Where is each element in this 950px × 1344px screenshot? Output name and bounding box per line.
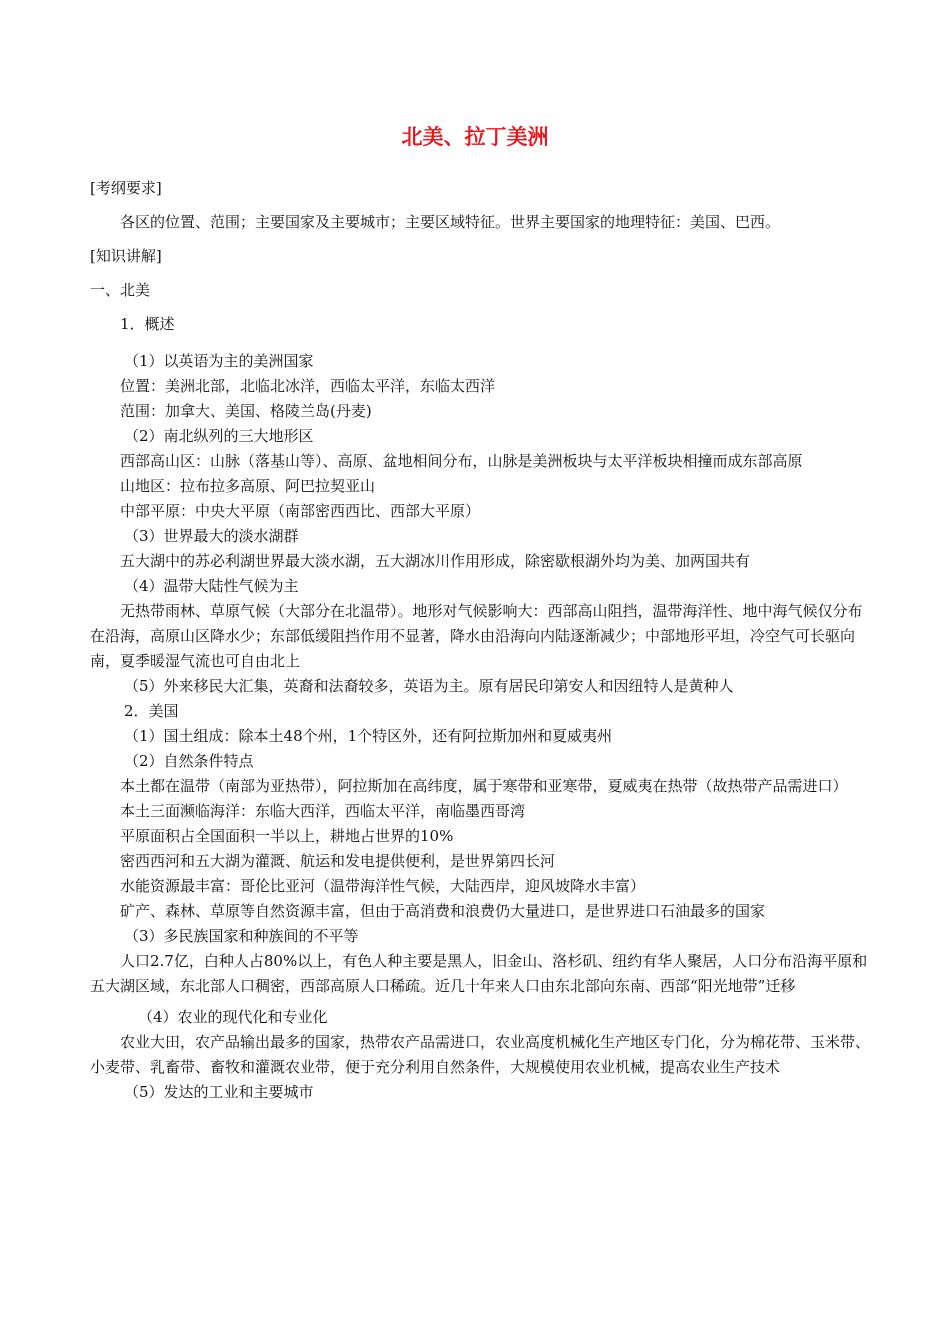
subheading-lakes: （3）世界最大的淡水湖群 (124, 527, 299, 545)
subheading-territory: （1）国土组成：除本土48个州，1个特区外，还有阿拉斯加州和夏威夷州 (124, 727, 613, 745)
subheading-natural-conditions: （2）自然条件特点 (124, 752, 254, 770)
paragraph-resources: 矿产、森林、草原等自然资源丰富，但由于高消费和浪费仍大量进口，是世界进口石油最多的国家 (120, 902, 766, 920)
paragraph-mississippi: 密西西河和五大湖为灌溉、航运和发电提供便利，是世界第四长河 (120, 852, 556, 870)
paragraph-mountain-area: 山地区：拉布拉多高原、阿巴拉契亚山 (120, 477, 376, 495)
document-title: 北美、拉丁美洲 (401, 125, 549, 149)
paragraph-central-plains: 中部平原：中央大平原（南部密西西比、西部大平原） (120, 502, 481, 520)
part-heading-north-america: 一、北美 (90, 281, 151, 299)
paragraph-agriculture: 农业大田，农产品输出最多的国家，热带农产品需进口，农业高度机械化生产地区专门化，分为棉花带、玉米带、小麦带、乳畜带、畜牧和灌溉农业带，便于充分利用自然条件，大规模使用农业机械，提高农业生产技术 (90, 1033, 871, 1076)
paragraph-plains-area: 平原面积占全国面积一半以上，耕地占世界的10% (120, 827, 454, 845)
heading-usa: 2．美国 (124, 702, 179, 720)
subheading-immigrants: （5）外来移民大汇集，英裔和法裔较多，英语为主。原有居民印第安人和因纽特人是黄种人 (124, 677, 734, 695)
paragraph-population: 人口2.7亿，白种人占80%以上，有色人种主要是黑人，旧金山、洛杉矶、纽约有华人聚居，人口分布沿海平原和五大湖区域，东北部人口稠密，西部高原人口稀疏。近几十年来人口由东北部向东南、西部“阳光地带”迁移 (90, 952, 868, 995)
paragraph-range: 范围：加拿大、美国、格陵兰岛(丹麦) (120, 402, 372, 420)
subheading-agriculture: （4）农业的现代化和专业化 (138, 1008, 328, 1026)
subheading-landforms: （2）南北纵列的三大地形区 (124, 427, 314, 445)
paragraph-climate-zones: 本土都在温带（南部为亚热带），阿拉斯加在高纬度，属于寒带和亚寒带，夏威夷在热带（故热带产品需进口） (120, 777, 848, 795)
subheading-english-countries: （1）以英语为主的美洲国家 (124, 352, 314, 370)
subheading-industry: （5）发达的工业和主要城市 (124, 1083, 314, 1101)
paragraph-location: 位置：美洲北部，北临北冰洋，西临太平洋，东临太西洋 (120, 377, 496, 395)
subheading-climate: （4）温带大陆性气候为主 (124, 577, 299, 595)
paragraph-great-lakes: 五大湖中的苏必利湖世界最大淡水湖，五大湖冰川作用形成，除密歇根湖外均为美、加两国共有 (120, 552, 751, 570)
section-heading-exam: [考纲要求] (90, 179, 162, 197)
paragraph-climate: 无热带雨林、草原气候（大部分在北温带）。地形对气候影响大：西部高山阻挡，温带海洋性、地中海气候仅分布在沿海，高原山区降水少；东部低缓阻挡作用不显著，降水由沿海向内陆逐渐减少；中部地形平坦，冷空气可长驱向南，夏季暖湿气流也可自由北上 (90, 602, 863, 670)
heading-overview: 1．概述 (120, 315, 175, 333)
subheading-ethnic-groups: （3）多民族国家和种族间的不平等 (124, 927, 359, 945)
document-body (90, 176, 870, 1105)
paragraph-hydropower: 水能资源最丰富：哥伦比亚河（温带海洋性气候，大陆西岸，迎风坡降水丰富） (120, 877, 646, 895)
exam-requirements-text: 各区的位置、范围；主要国家及主要城市；主要区域特征。世界主要国家的地理特征：美国、巴西。 (120, 213, 781, 231)
section-heading-knowledge: [知识讲解] (90, 247, 162, 265)
paragraph-oceans: 本土三面濒临海洋：东临大西洋，西临太平洋，南临墨西哥湾 (120, 802, 526, 820)
paragraph-western-mountains: 西部高山区：山脉（落基山等）、高原、盆地相间分布，山脉是美洲板块与太平洋板块相撞而成东部高原 (120, 452, 803, 470)
